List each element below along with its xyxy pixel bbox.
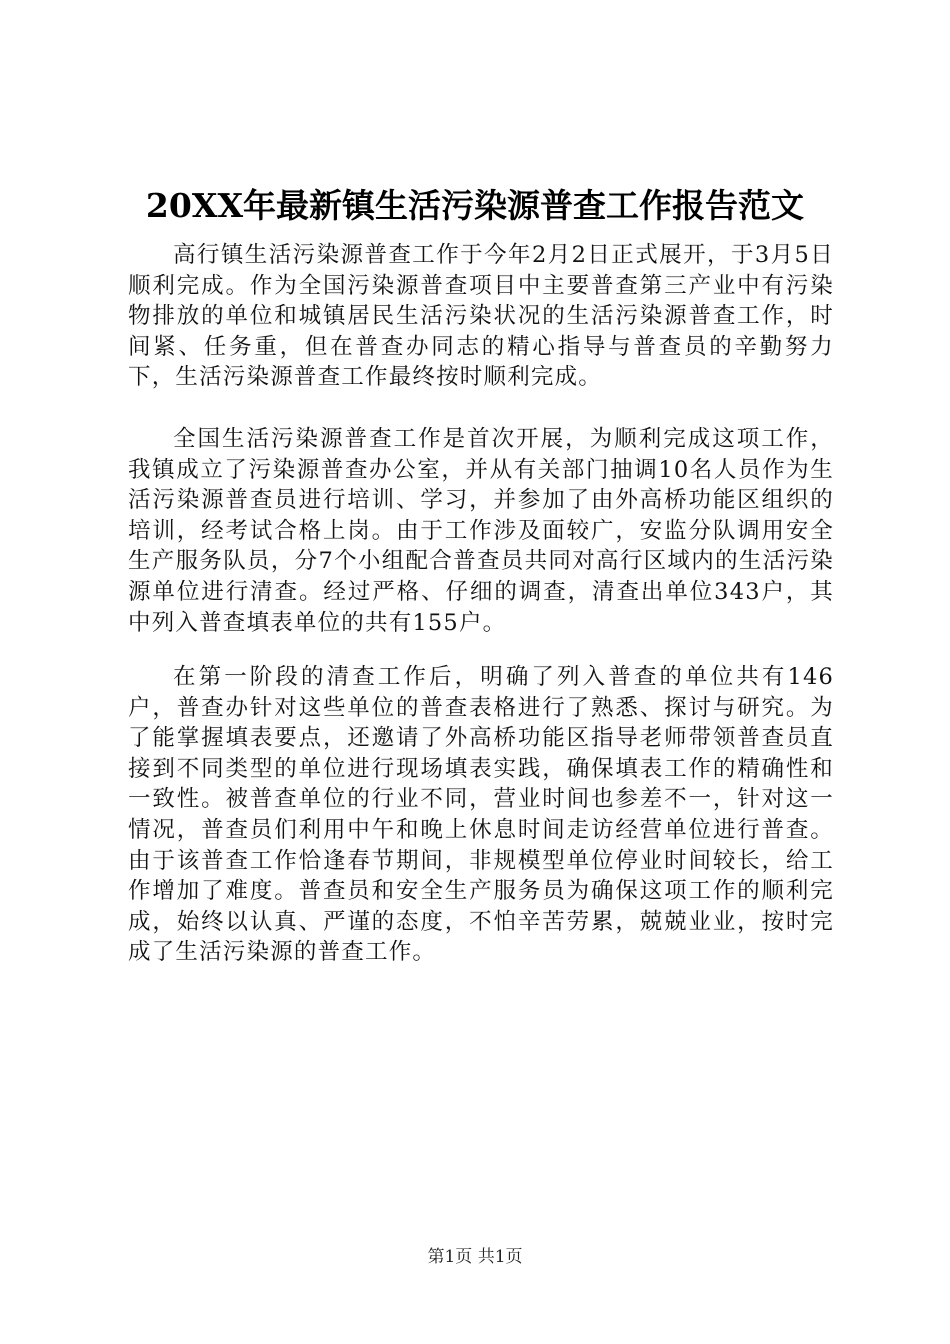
- paragraph-3: 在第一阶段的清查工作后，明确了列入普查的单位共有146户，普查办针对这些单位的普查表格进行了熟悉、探讨与研究。为了能掌握填表要点，还邀请了外高桥功能区指导老师带领普查员直接到不同类型的单位进行现场填表实践，确保填表工作的精确性和一致性。被普查单位的行业不同，营业时间也参差不一，针对这一情况，普查员们利用中午和晚上休息时间走访经营单位进行普查。由于该普查工作恰逢春节期间，非规模型单位停业时间较长，给工作增加了难度。普查员和安全生产服务员为确保这项工作的顺利完成，始终以认真、严谨的态度，不怕辛苦劳累，兢兢业业，按时完成了生活污染源的普查工作。: [128, 664, 834, 966]
- paragraph-3-container: [128, 662, 834, 968]
- paragraph-2-container: [128, 424, 834, 638]
- paragraph-1-container: [128, 240, 834, 393]
- paragraph-1: 高行镇生活污染源普查工作于今年2月2日正式展开，于3月5日顺利完成。作为全国污染源普查项目中主要普查第三产业中有污染物排放的单位和城镇居民生活污染状况的生活污染源普查工作，时间紧、任务重，但在普查办同志的精心指导与普查员的辛勤努力下，生活污染源普查工作最终按时顺利完成。: [128, 242, 834, 391]
- paragraph-2: 全国生活污染源普查工作是首次开展，为顺利完成这项工作，我镇成立了污染源普查办公室，并从有关部门抽调10名人员作为生活污染源普查员进行培训、学习，并参加了由外高桥功能区组织的培训，经考试合格上岗。由于工作涉及面较广，安监分队调用安全生产服务队员，分7个小组配合普查员共同对高行区域内的生活污染源单位进行清查。经过严格、仔细的调查，清查出单位343户，其中列入普查填表单位的共有155户。: [128, 426, 834, 636]
- page-footer: 第1页 共1页: [427, 1247, 523, 1267]
- document-title: 20XX年最新镇生活污染源普查工作报告范文: [145, 186, 805, 225]
